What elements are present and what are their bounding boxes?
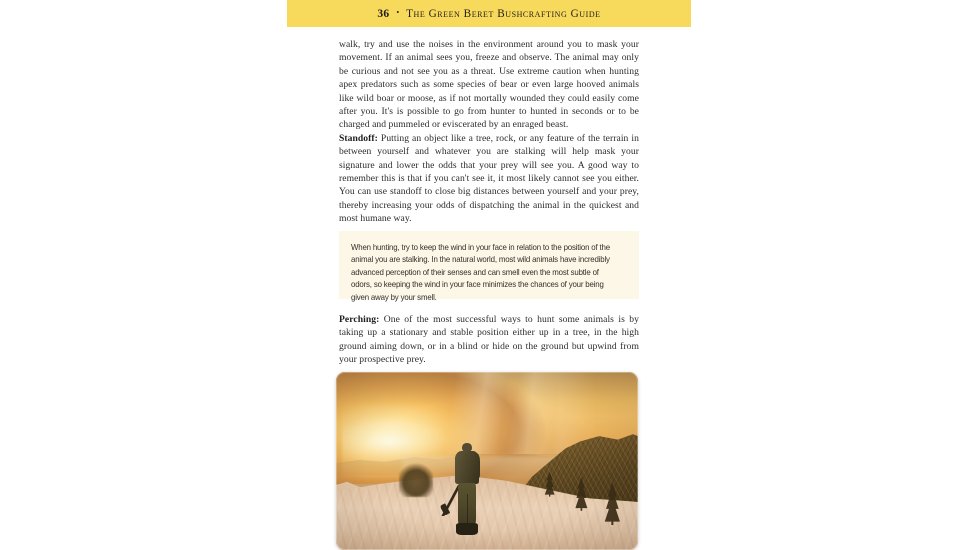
running-head-band bbox=[287, 0, 691, 27]
tip-callout-text: When hunting, try to keep the wind in your face in relation to the position of the animal you are stalking. In the natural world, most wild animals have incredibly advanced perception of their senses and can smell even the most subtle of odors, so keeping the wind in your face minimizes the chances of your being given away by your smell. bbox=[351, 243, 610, 302]
text-column bbox=[339, 38, 639, 226]
paragraph-standoff bbox=[339, 132, 639, 226]
tip-callout-box bbox=[339, 231, 639, 302]
paragraph-perching bbox=[339, 313, 639, 367]
photo-frame bbox=[336, 372, 638, 550]
page-number: 36 bbox=[377, 7, 390, 20]
bare-shrub bbox=[399, 461, 432, 497]
perching-section bbox=[339, 313, 639, 367]
run-in-heading-perching: Perching: bbox=[339, 314, 380, 325]
hunter-leg-gap bbox=[467, 494, 469, 524]
bullet-separator-icon: • bbox=[396, 7, 400, 17]
paragraph-continuation: walk, try and use the noises in the environment around you to mask your movement. If an animal sees you, freeze and observe. The animal may only be curious and not see you as a threat. Use extreme caution when hunting apex predators such as some species of bear or even large hooved animals like wild boar or moose, as if not mortally wounded they could easily come after you. It's is possible to go from hunter to hunted in seconds or to be charged and pummeled or eviscerated by an enraged beast. bbox=[339, 39, 639, 131]
hunter-figure bbox=[449, 443, 485, 536]
running-head bbox=[377, 8, 600, 20]
hunter-boots bbox=[456, 523, 477, 535]
hunter-torso bbox=[455, 451, 478, 484]
hunter-sunset-photo bbox=[336, 372, 638, 550]
paragraph-perching-text: One of the most successful ways to hunt some animals is by taking up a stationary and stable position either up in a tree, in the high ground aiming down, or in a blind or hide on the ground but upwind from your prospective prey. bbox=[339, 314, 639, 366]
book-title: The Green Beret Bushcrafting Guide bbox=[406, 7, 601, 20]
paragraph-standoff-text: Putting an object like a tree, rock, or any feature of the terrain in between yourself and whatever you are stalking will help mask your signature and lower the odds that your prey will see you. A good way to remember this is that if you can't see it, it most likely cannot see you either. You can use standoff to close big distances between yourself and your prey, thereby increasing your odds of dispatching the animal in the quickest and most humane way. bbox=[339, 132, 639, 225]
run-in-heading-standoff: Standoff: bbox=[339, 132, 378, 144]
